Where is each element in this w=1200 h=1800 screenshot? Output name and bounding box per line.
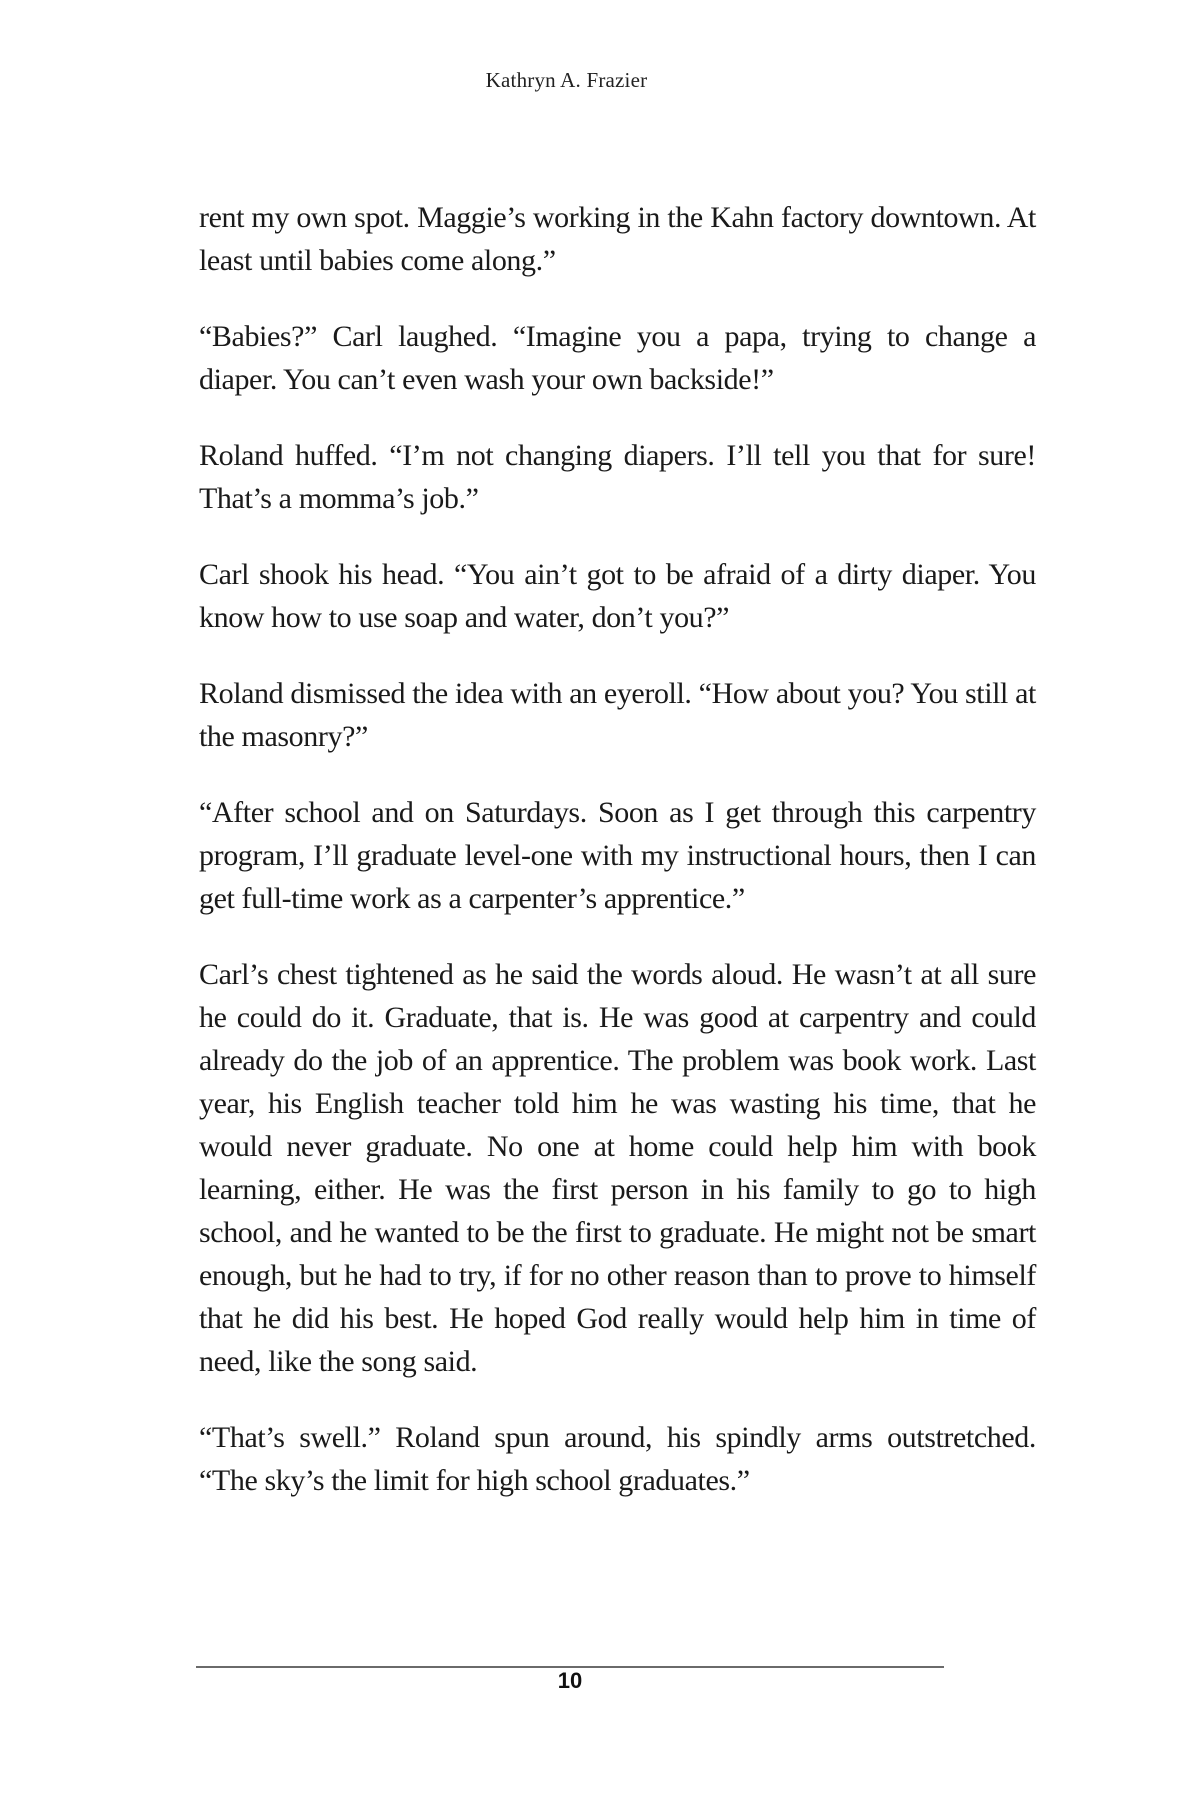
paragraph: “That’s swell.” Roland spun around, his spindly arms outstretched. “The sky’s the limit for high school graduates.” xyxy=(199,1421,1036,1497)
body-text xyxy=(199,196,1036,1535)
paragraph: “Babies?” Carl laughed. “Imagine you a papa, trying to change a diaper. You can’t even wash your own backside!” xyxy=(199,320,1036,396)
paragraph: “After school and on Saturdays. Soon as I get through this carpentry program, I’ll graduate level-one with my instructional hours, then I can get full-time work as a carpenter’s apprentice.” xyxy=(199,796,1036,915)
paragraph: Roland dismissed the idea with an eyeroll. “How about you? You still at the masonry?” xyxy=(199,677,1036,753)
paragraph: Carl shook his head. “You ain’t got to be afraid of a dirty diaper. You know how to use soap and water, don’t you?” xyxy=(199,558,1036,634)
paragraph: Carl’s chest tightened as he said the words aloud. He wasn’t at all sure he could do it. Graduate, that is. He was good at carpentry and could already do the job of an apprentice. The problem was book work. Last year, his English teacher told him he was wasting his time, that he would never graduate. No one at home could help him with book learning, either. He was the first person in his family to go to high school, and he wanted to be the first to graduate. He might not be smart enough, but he had to try, if for no other reason than to prove to himself that he did his best. He hoped God really would help him in time of need, like the song said. xyxy=(199,958,1036,1378)
page-number: 10 xyxy=(557,1668,583,1693)
running-header-author: Kathryn A. Frazier xyxy=(485,68,648,92)
paragraph: Roland huffed. “I’m not changing diapers. I’ll tell you that for sure! That’s a momma’s job.” xyxy=(199,439,1036,515)
paragraph: rent my own spot. Maggie’s working in the Kahn factory downtown. At least until babies come along.” xyxy=(199,201,1036,277)
